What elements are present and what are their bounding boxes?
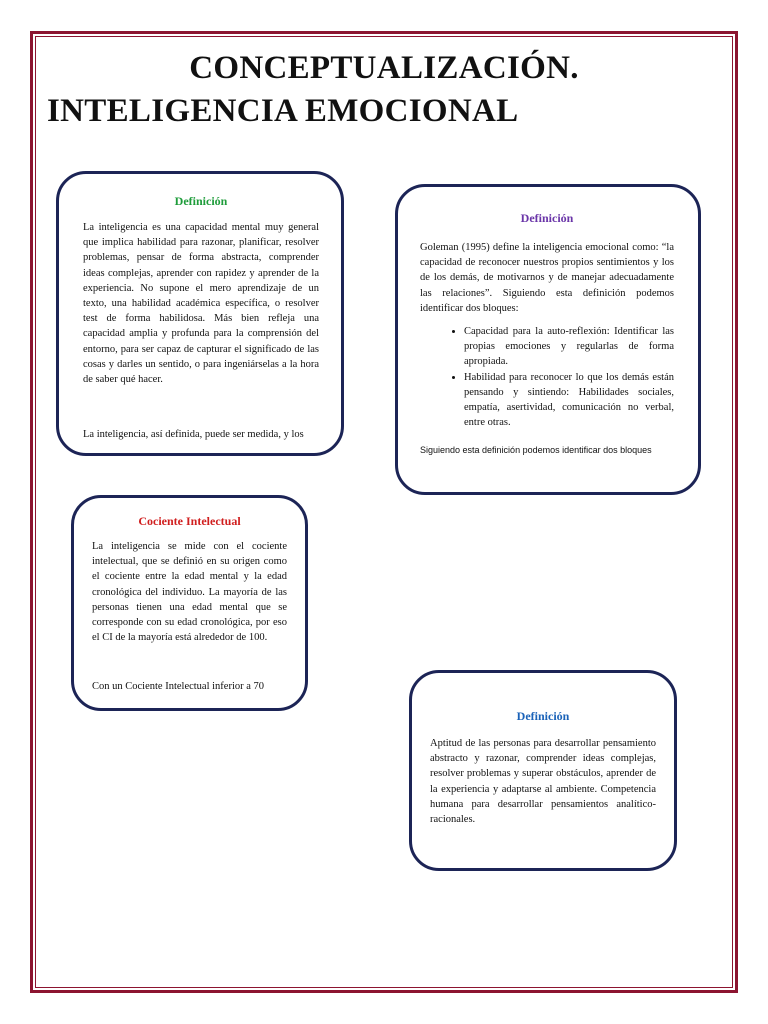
- card-body: Goleman (1995) define la inteligencia emocional como: “la capacidad de reconocer nuestros propios sentimientos y los de los demás, de motivarnos y de manejar adecuadamente las relaciones”. Siguiendo esta definición podemos identificar dos bloques:: [420, 242, 674, 314]
- card-overflow-text: Con un Cociente Intelectual inferior a 70: [92, 681, 265, 693]
- list-item: • Capacidad para la auto-reflexión: Identificar las propias emociones y regularlas de forma apropiada.: [464, 324, 674, 370]
- bullet-list: [420, 324, 674, 430]
- card-body: Aptitud de las personas para desarrollar pensamiento abstracto y razonar, comprender ideas complejas, resolver problemas y superar obstáculos, aprender de la experiencia y adaptarse al ambiente. Competencia humana para desarrollar pensamientos analítico-racionales.: [430, 738, 656, 826]
- card-footer-text: Siguiendo esta definición podemos identificar dos bloques: [420, 445, 652, 456]
- iq-card: [71, 495, 308, 711]
- card-overflow-text: La inteligencia, así definida, puede ser medida, y los: [83, 429, 304, 441]
- card-heading: Definición: [516, 709, 570, 723]
- card-body: La inteligencia se mide con el cociente intelectual, que se definió en su origen como el cociente entre la edad mental y la edad cronológica del individuo. La mayoría de las personas tienen una edad mental que se corresponde con su edad cronológica, por eso el CI de la mayoría está alrededor de 100.: [92, 541, 287, 644]
- page-title-line-1: CONCEPTUALIZACIÓN.: [189, 50, 579, 86]
- card-heading: Definición: [174, 194, 228, 208]
- page-title-line-2: INTELIGENCIA EMOCIONAL: [47, 93, 519, 129]
- card-heading: Definición: [520, 211, 574, 225]
- list-item: • Habilidad para reconocer lo que los demás están pensando y sintiendo: Habilidades sociales, empatía, asertividad, comunicación no verbal, entre otras.: [464, 370, 674, 431]
- definition-card-goleman: [395, 184, 701, 495]
- definition-card-general: [56, 171, 344, 456]
- definition-card-aptitude: [409, 670, 677, 871]
- card-body: La inteligencia es una capacidad mental muy general que implica habilidad para razonar, planificar, resolver problemas, pensar de forma abstracta, comprender ideas complejas, aprender con rapidez y aprender de la experiencia. No supone el mero aprendizaje de un texto, una habilidad académica específica, o resolver test de forma habilidosa. Más bien refleja una capacidad amplia y profunda para la comprensión del entorno, para ser capaz de capturar el significado de las cosas y darles un sentido, o para ingeniárselas a la hora de saber qué hacer.: [83, 222, 319, 386]
- card-heading: Cociente Intelectual: [138, 514, 241, 528]
